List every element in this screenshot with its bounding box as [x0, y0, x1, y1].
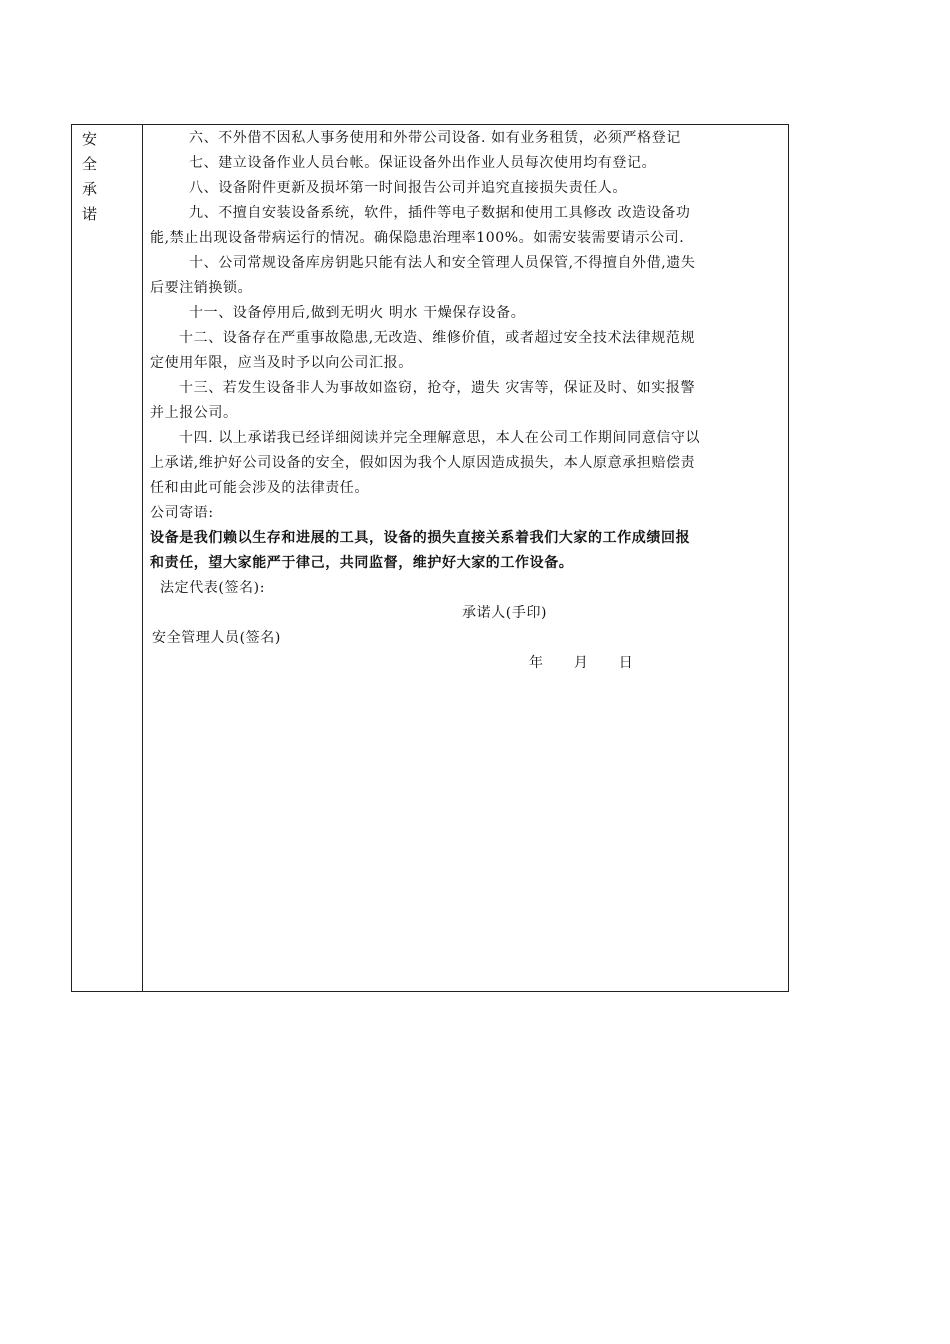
- promisor-fingerprint: 承诺人(手印): [462, 605, 548, 621]
- safety-manager-signature: 安全管理人员(签名): [152, 630, 281, 646]
- section-label-char: 承: [82, 180, 98, 198]
- item-7: 七、建立设备作业人员台帐。保证设备外出作业人员每次使用均有登记。: [189, 155, 657, 171]
- section-label-char: 诺: [82, 205, 98, 223]
- item-10-line-1: 十、公司常规设备库房钥匙只能有法人和安全管理人员保管,不得擅自外借,遗失: [189, 255, 696, 271]
- commitment-table: [71, 124, 789, 992]
- company-message-label: 公司寄语:: [150, 505, 214, 521]
- item-14-line-3: 任和由此可能会涉及的法律责任。: [150, 480, 369, 496]
- item-14-line-1: 十四. 以上承诺我已经详细阅读并完全理解意思，本人在公司工作期间同意信守以: [179, 430, 701, 446]
- company-message-line-2: 和责任，望大家能严于律己，共同监督，维护好大家的工作设备。: [150, 555, 574, 571]
- item-12-line-1: 十二、设备存在严重事故隐患,无改造、维修价值，或者超过安全技术法律规范规: [179, 330, 696, 346]
- item-9-line-1: 九、不擅自安装设备系统，软件，插件等电子数据和使用工具修改 改造设备功: [189, 205, 691, 221]
- section-label-char: 全: [82, 155, 98, 173]
- item-8: 八、设备附件更新及损坏第一时间报告公司并追究直接损失责任人。: [189, 180, 627, 196]
- company-message-line-1: 设备是我们赖以生存和进展的工具，设备的损失直接关系着我们大家的工作成绩回报: [150, 530, 691, 546]
- item-11: 十一、设备停用后,做到无明火 明水 干燥保存设备。: [189, 305, 526, 321]
- item-10-line-2: 后要注销换锁。: [150, 280, 253, 296]
- item-13-line-2: 并上报公司。: [150, 405, 238, 421]
- item-13-line-1: 十三、若发生设备非人为事故如盗窃，抢夺，遗失 灾害等，保证及时、如实报警: [179, 380, 696, 396]
- item-9-line-2: 能,禁止出现设备带病运行的情况。确保隐患治理率100%。如需安装需要请示公司.: [150, 230, 685, 246]
- section-label-char: 安: [82, 130, 98, 148]
- commitment-content: [144, 125, 788, 991]
- item-6: 六、不外借不因私人事务使用和外带公司设备. 如有业务租赁，必须严格登记: [189, 130, 681, 146]
- legal-representative-signature: 法定代表(签名):: [160, 580, 266, 596]
- signature-date: 年 月 日: [529, 655, 634, 671]
- item-14-line-2: 上承诺,维护好公司设备的安全，假如因为我个人原因造成损失，本人原意承担赔偿责: [150, 455, 696, 471]
- section-label-column: [72, 125, 143, 991]
- item-12-line-2: 定使用年限，应当及时予以向公司汇报。: [150, 355, 413, 371]
